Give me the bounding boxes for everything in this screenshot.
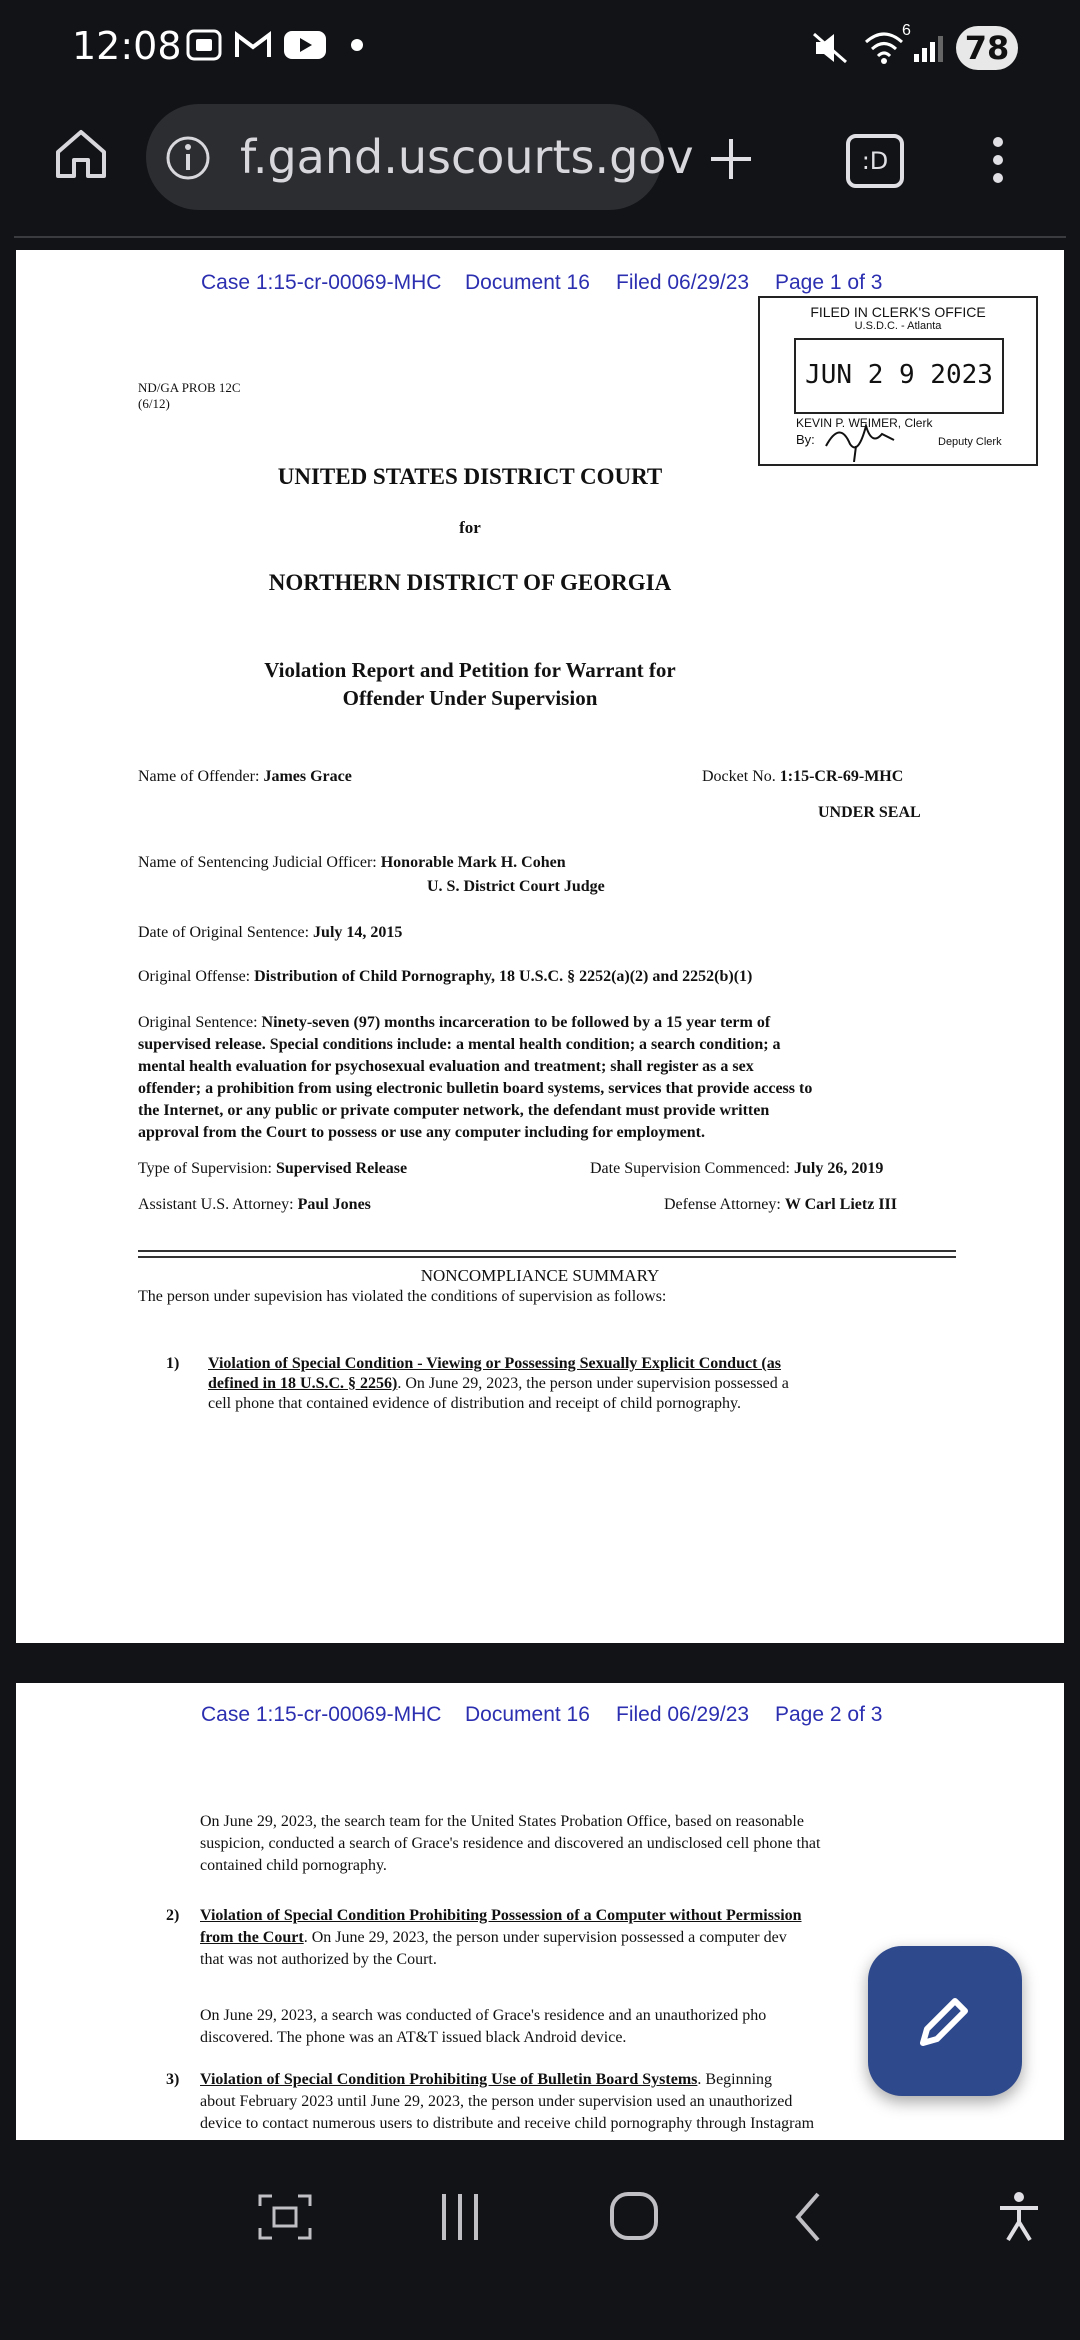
offender-row: [138, 768, 352, 786]
summary-rule: [138, 1250, 956, 1252]
commenced-date: July 26, 2019: [793, 1160, 884, 1177]
violation-1-number: 1): [166, 1355, 180, 1372]
under-seal: UNDER SEAL: [818, 804, 921, 821]
para-line: discovered. The phone was an AT&T issued black Android device.: [200, 2029, 627, 2046]
violation-2-number: 2): [166, 1907, 180, 1924]
page2-filed: Filed 06/29/23: [616, 1703, 750, 1726]
para-line: On June 29, 2023, the search team for the United States Probation Office, based on reasonable: [200, 1813, 804, 1830]
stamp-clerk: KEVIN P. WEIMER, Clerk: [796, 416, 933, 430]
notification-icons: [185, 28, 367, 62]
offender-name: James Grace: [263, 768, 352, 785]
ausa-row: [138, 1196, 371, 1214]
violation-1-text-cont: cell phone that contained evidence of distribution and receipt of child pornography.: [208, 1395, 742, 1412]
more-vert-icon[interactable]: [986, 134, 1010, 186]
stamp-office: FILED IN CLERK'S OFFICE: [810, 304, 986, 320]
docket-row: [702, 768, 903, 786]
violation-3-text-cont: device to contact numerous users to distribute and receive child pornography through Instagram: [200, 2115, 815, 2132]
url-text[interactable]: f.gand.uscourts.gov: [240, 130, 694, 184]
home-icon[interactable]: [52, 126, 110, 182]
para-line: contained child pornography.: [200, 1857, 387, 1874]
commenced-row: [590, 1160, 883, 1178]
status-bar: [0, 0, 1080, 100]
signature-mark: [820, 416, 900, 462]
summary-intro: The person under supevision has violated the conditions of supervision as follows:: [138, 1288, 667, 1305]
page2-para2: [200, 2005, 980, 2049]
violation-2: [166, 1905, 966, 1971]
defense-label: Defense Attorney:: [664, 1196, 781, 1213]
youtube-icon: [283, 29, 327, 61]
tab-switcher-icon[interactable]: :D: [846, 134, 904, 188]
stamp-by: By:: [796, 432, 815, 447]
filed-stamp: [758, 296, 1038, 466]
defense-row: [664, 1196, 897, 1214]
sentence-label: Original Sentence:: [138, 1014, 258, 1031]
violation-3-number: 3): [166, 2071, 180, 2088]
page1-document: Document 16: [465, 271, 590, 294]
supervision-label: Type of Supervision:: [138, 1160, 272, 1177]
violation-3: [166, 2069, 966, 2135]
stamp-date: JUN 2 9 2023: [805, 360, 993, 390]
offense-label: Original Offense:: [138, 968, 251, 985]
docket-label: Docket No.: [702, 768, 776, 785]
gmail-icon: [233, 29, 273, 61]
para-line: suspicion, conducted a search of Grace's residence and discovered an undisclosed cell phone that: [200, 1835, 821, 1852]
defense-name: W Carl Lietz III: [784, 1196, 897, 1213]
signal-icon: [912, 30, 952, 64]
violation-2-text-cont: that was not authorized by the Court.: [200, 1951, 437, 1968]
accessibility-icon[interactable]: [996, 2190, 1042, 2244]
stamp-deputy: Deputy Clerk: [938, 436, 1002, 448]
summary-rule: [138, 1256, 956, 1258]
wifi-generation: 6: [902, 22, 911, 39]
edit-button[interactable]: [868, 1946, 1022, 2096]
violation-2-text: . On June 29, 2023, the person under supervision possessed a computer dev: [303, 1929, 787, 1946]
page2-document: Document 16: [465, 1703, 590, 1726]
report-title-line1: Violation Report and Petition for Warrant for: [264, 658, 676, 682]
toolbar-divider: [14, 236, 1066, 238]
back-icon[interactable]: [790, 2190, 824, 2244]
page2-para1: [200, 1811, 980, 1877]
judicial-officer: Honorable Mark H. Cohen: [380, 854, 566, 871]
mute-icon: [810, 30, 850, 66]
info-icon[interactable]: [164, 134, 212, 182]
wifi-icon: [862, 28, 906, 66]
stamp-court: U.S.D.C. - Atlanta: [854, 320, 942, 332]
violation-2-title-cont: from the Court: [200, 1929, 304, 1946]
page2-case: Case 1:15-cr-00069-MHC: [201, 1703, 442, 1726]
sentence-date-row: [138, 924, 402, 942]
summary-title: NONCOMPLIANCE SUMMARY: [420, 1266, 660, 1285]
pdf-page-1: [16, 250, 1064, 1643]
violation-1: [166, 1354, 946, 1414]
violation-1-title-cont: defined in 18 U.S.C. § 2256): [208, 1375, 398, 1392]
violation-2-title: Violation of Special Condition Prohibiting Possession of a Computer without Permission: [200, 1907, 802, 1924]
violation-3-text-cont: about February 2023 until June 29, 2023, the person under supervision used an unauthorized: [200, 2093, 793, 2110]
violation-1-title: Violation of Special Condition - Viewing or Possessing Sexually Explicit Conduct (as: [208, 1355, 781, 1372]
screenshot-icon: [185, 28, 223, 62]
home-button-icon[interactable]: [606, 2188, 662, 2244]
page1-page-number: Page 1 of 3: [775, 271, 883, 294]
page1-case: Case 1:15-cr-00069-MHC: [201, 271, 442, 294]
judicial-label: Name of Sentencing Judicial Officer:: [138, 854, 377, 871]
offense-text: Distribution of Child Pornography, 18 U.S.C. § 2252(a)(2) and 2252(b)(1): [254, 968, 753, 985]
sentence-line: approval from the Court to possess or use any computer including for employment.: [138, 1124, 705, 1141]
sentence-line: supervised release. Special conditions include: a mental health condition; a search condition; a: [138, 1036, 781, 1053]
sentence-date: July 14, 2015: [313, 924, 403, 941]
sentence-line: Original Sentence: Ninety-seven (97) months incarceration to be followed by a 15 year term of: [138, 1014, 771, 1031]
sentence-date-label: Date of Original Sentence:: [138, 924, 310, 941]
commenced-label: Date Supervision Commenced:: [590, 1160, 790, 1177]
page2-page-number: Page 2 of 3: [775, 1703, 883, 1726]
sentence-block: [138, 1012, 968, 1144]
offender-label: Name of Offender:: [138, 768, 260, 785]
form-date: (6/12): [138, 396, 170, 411]
supervision-row: [138, 1160, 407, 1178]
ausa-label: Assistant U.S. Attorney:: [138, 1196, 294, 1213]
sentence-line: offender; a prohibition from using electronic bulletin board systems, services that provide access to: [138, 1080, 813, 1097]
ausa-name: Paul Jones: [297, 1196, 371, 1213]
dot-icon: [347, 35, 367, 55]
court-for: for: [459, 518, 481, 537]
status-time: 12:08: [72, 24, 182, 68]
para-line: On June 29, 2023, a search was conducted of Grace's residence and an unauthorized pho: [200, 2007, 767, 2024]
pencil-icon: [913, 1989, 977, 2053]
plus-icon[interactable]: [706, 134, 756, 184]
supervision-type: Supervised Release: [275, 1160, 408, 1177]
recent-apps-icon[interactable]: [436, 2190, 484, 2244]
violation-3-text: . Beginning: [697, 2071, 773, 2088]
page1-filed: Filed 06/29/23: [616, 271, 750, 294]
sentence-line: mental health evaluation for psychosexual evaluation and treatment; shall register as a sex: [138, 1058, 754, 1075]
violation-1-text: . On June 29, 2023, the person under supervision possessed a: [397, 1375, 789, 1392]
stamp-date-box: [794, 338, 1004, 414]
docket-number: 1:15-CR-69-MHC: [779, 768, 904, 785]
judicial-row: [138, 854, 566, 872]
judicial-title: U. S. District Court Judge: [427, 878, 605, 895]
form-id: ND/GA PROB 12C: [138, 380, 241, 395]
offense-row: [138, 968, 752, 986]
battery-level: 78: [956, 26, 1018, 70]
court-title: UNITED STATES DISTRICT COURT: [277, 464, 663, 489]
violation-3-title: Violation of Special Condition Prohibiting Use of Bulletin Board Systems: [200, 2071, 698, 2088]
screen-capture-icon[interactable]: [256, 2192, 314, 2242]
navigation-bar: [0, 2140, 1080, 2340]
report-title-line2: Offender Under Supervision: [342, 686, 598, 710]
sentence-line: the Internet, or any public or private computer network, the defendant must provide written: [138, 1102, 770, 1119]
court-district: NORTHERN DISTRICT OF GEORGIA: [268, 570, 672, 595]
